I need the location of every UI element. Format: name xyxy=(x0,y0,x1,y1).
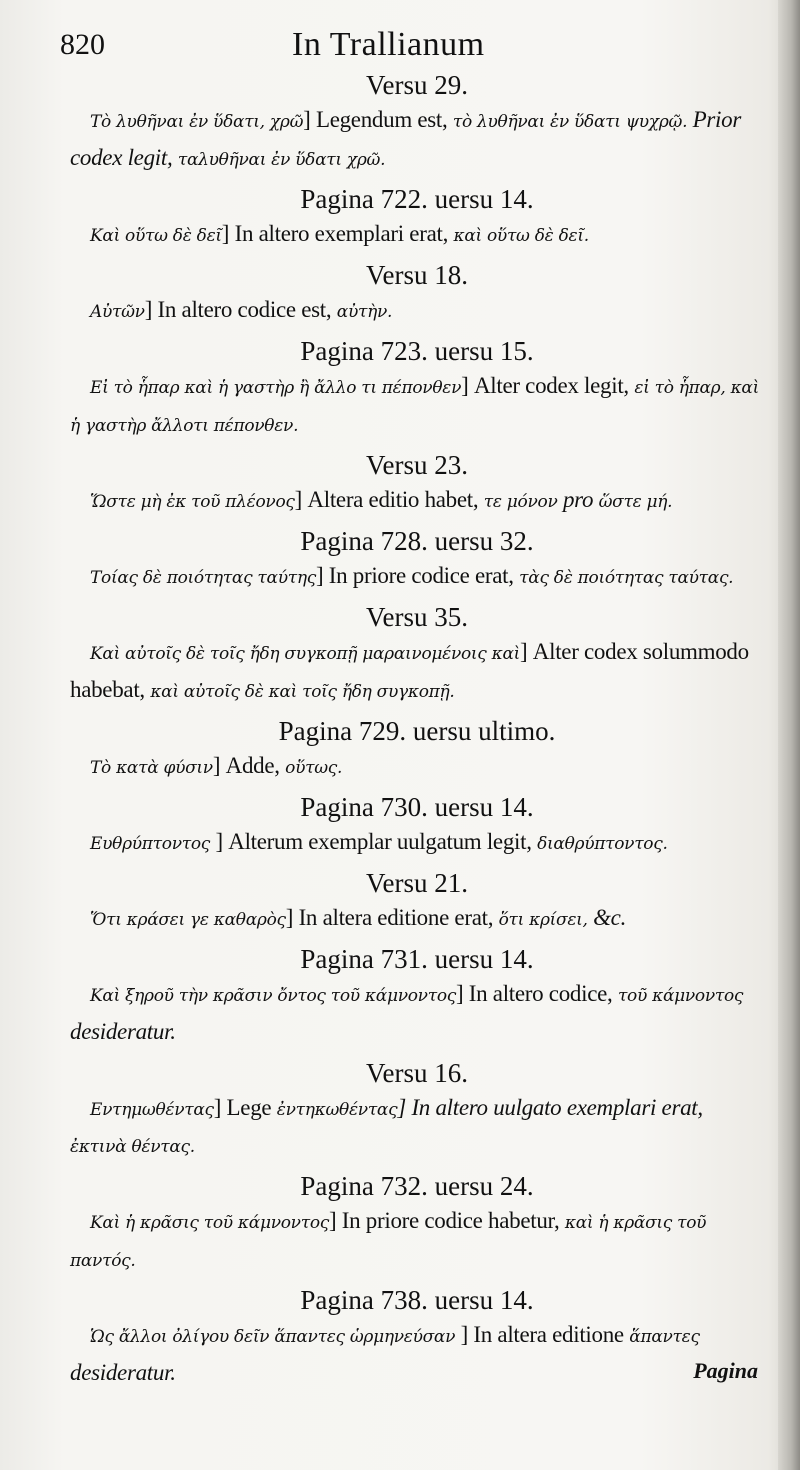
section-heading: Pagina 729. uersu ultimo. xyxy=(278,716,556,746)
greek-variant: ἅπαντες xyxy=(629,1327,700,1347)
section-heading: Pagina 738. uersu 14. xyxy=(300,1285,534,1315)
greek-variant: καὶ οὕτω δὲ δεῖ. xyxy=(453,226,589,246)
latin-note: ] In altera editione erat, xyxy=(285,905,499,930)
greek-lemma: Καὶ ἡ κρᾶσις τοῦ κάμνοντος xyxy=(90,1213,329,1233)
latin-note-continued: ] In altero uulgato exemplari erat, xyxy=(397,1095,703,1120)
page-body xyxy=(70,68,764,1397)
greek-lemma: Καὶ αὐτοῖς δὲ τοῖς ἤδη συγκοπῇ μαραινομένοις καὶ xyxy=(90,644,520,664)
greek-variant: εἰ τὸ ἧπαρ, καὶ ἡ γαστὴρ ἄλλοτι πέπονθεν. xyxy=(70,378,759,436)
latin-note: ] In priore codice erat, xyxy=(315,563,520,588)
greek-variant-extra: ἐκτινὰ θέντας. xyxy=(70,1137,195,1157)
greek-lemma: Ευθρύπτοντος xyxy=(90,834,211,854)
section-heading: Pagina 732. uersu 24. xyxy=(300,1171,534,1201)
latin-note: ] Adde, xyxy=(212,753,286,778)
annotation-paragraph xyxy=(70,1090,764,1165)
latin-note: ] In altera editione xyxy=(455,1322,630,1347)
latin-note: ] In altero codice est, xyxy=(144,297,337,322)
greek-variant: τοῦ κάμνοντος xyxy=(617,986,744,1006)
greek-variant-extra: ταλυθῆναι ἐν ὕδατι χρῶ. xyxy=(177,150,386,170)
section-heading: Pagina 728. uersu 32. xyxy=(300,526,534,556)
greek-variant: διαθρύπτοντος. xyxy=(537,834,668,854)
greek-variant: αὐτὴν. xyxy=(336,302,393,322)
greek-variant-extra: ὥστε μή. xyxy=(598,492,673,512)
annotation-paragraph xyxy=(70,748,764,786)
annotation-paragraph xyxy=(70,558,764,596)
page-header xyxy=(0,18,760,68)
latin-note: ] In altero codice, xyxy=(455,981,618,1006)
annotation-paragraph xyxy=(70,482,764,520)
greek-lemma: Τὸ κατὰ φύσιν xyxy=(90,758,213,778)
latin-note: ] In altero exemplari erat, xyxy=(221,221,454,246)
section-heading: Versu 29. xyxy=(366,70,468,100)
greek-lemma: Αὐτῶν xyxy=(90,302,145,322)
greek-variant: καὶ αὐτοῖς δὲ καὶ τοῖς ἤδη συγκοπῇ. xyxy=(150,682,455,702)
greek-variant: τὰς δὲ ποιότητας ταύτας. xyxy=(519,568,734,588)
section-heading: Versu 18. xyxy=(366,260,468,290)
section-heading: Pagina 730. uersu 14. xyxy=(300,792,534,822)
greek-lemma: Τοίας δὲ ποιότητας ταύτης xyxy=(90,568,316,588)
section-heading: Pagina 731. uersu 14. xyxy=(300,944,534,974)
greek-variant: καὶ ἡ κρᾶσις τοῦ παντός. xyxy=(70,1213,707,1271)
annotation-paragraph xyxy=(70,634,764,710)
greek-variant: ἐντηκωθέντας xyxy=(276,1100,398,1120)
latin-note: ] Alterum exemplar uulgatum legit, xyxy=(210,829,538,854)
annotation-paragraph xyxy=(70,976,764,1052)
greek-lemma: Ὥστε μὴ ἐκ τοῦ πλέονος xyxy=(90,492,295,512)
latin-note: ] In priore codice habetur, xyxy=(328,1208,565,1233)
greek-variant: ὅτι κρίσει, xyxy=(498,910,588,930)
page-number: 820 xyxy=(60,28,105,61)
section-heading: Pagina 723. uersu 15. xyxy=(300,336,534,366)
section-heading: Versu 35. xyxy=(366,602,468,632)
latin-note: ] Legendum est, xyxy=(303,107,453,132)
greek-variant: τὸ λυθῆναι ἐν ὕδατι ψυχρῷ. xyxy=(452,112,688,132)
section-heading: Pagina 722. uersu 14. xyxy=(300,184,534,214)
annotation-paragraph xyxy=(70,368,764,444)
latin-note: ] Altera editio habet, xyxy=(294,487,484,512)
annotation-paragraph xyxy=(70,1203,764,1279)
latin-note: ] Lege xyxy=(213,1095,277,1120)
section-heading: Versu 16. xyxy=(366,1058,468,1088)
latin-note-continued: pro xyxy=(557,487,599,512)
latin-note-continued: desideratur. xyxy=(70,1360,176,1385)
latin-note-continued: desideratur. xyxy=(70,1019,176,1044)
annotation-paragraph xyxy=(70,292,764,330)
latin-note-continued: &c. xyxy=(587,905,627,930)
greek-lemma: Τὸ λυθῆναι ἐν ὕδατι, χρῶ xyxy=(90,112,304,132)
latin-note-continued: Prior codex legit, xyxy=(70,107,741,170)
annotation-paragraph xyxy=(70,900,764,938)
latin-note: ] Alter codex solummodo habebat, xyxy=(70,639,749,702)
greek-lemma: Ὡς ἄλλοι ὀλίγου δεῖν ἅπαντες ὡρμηνεύσαν xyxy=(90,1327,456,1347)
greek-lemma: Εἰ τὸ ἧπαρ καὶ ἡ γαστὴρ ἢ ἄλλο τι πέπονθεν xyxy=(90,378,462,398)
greek-variant: οὕτως. xyxy=(285,758,343,778)
greek-variant: τε μόνον xyxy=(483,492,558,512)
annotation-paragraph xyxy=(70,1317,764,1393)
section-heading: Versu 21. xyxy=(366,868,468,898)
greek-lemma: Ὅτι κράσει γε καθαρὸς xyxy=(90,910,286,930)
running-title: In Trallianum xyxy=(292,26,485,63)
greek-lemma: Καὶ οὕτω δὲ δεῖ xyxy=(90,226,222,246)
annotation-paragraph xyxy=(70,824,764,862)
book-spine-edge xyxy=(778,0,800,1470)
annotation-paragraph xyxy=(70,102,764,178)
greek-lemma: Εντημωθέντας xyxy=(90,1100,214,1120)
annotation-paragraph xyxy=(70,216,764,254)
latin-note: ] Alter codex legit, xyxy=(461,373,635,398)
greek-lemma: Καὶ ξηροῦ τὴν κρᾶσιν ὄντος τοῦ κάμνοντος xyxy=(90,986,456,1006)
section-heading: Versu 23. xyxy=(366,450,468,480)
catchword: Pagina xyxy=(693,1358,758,1383)
